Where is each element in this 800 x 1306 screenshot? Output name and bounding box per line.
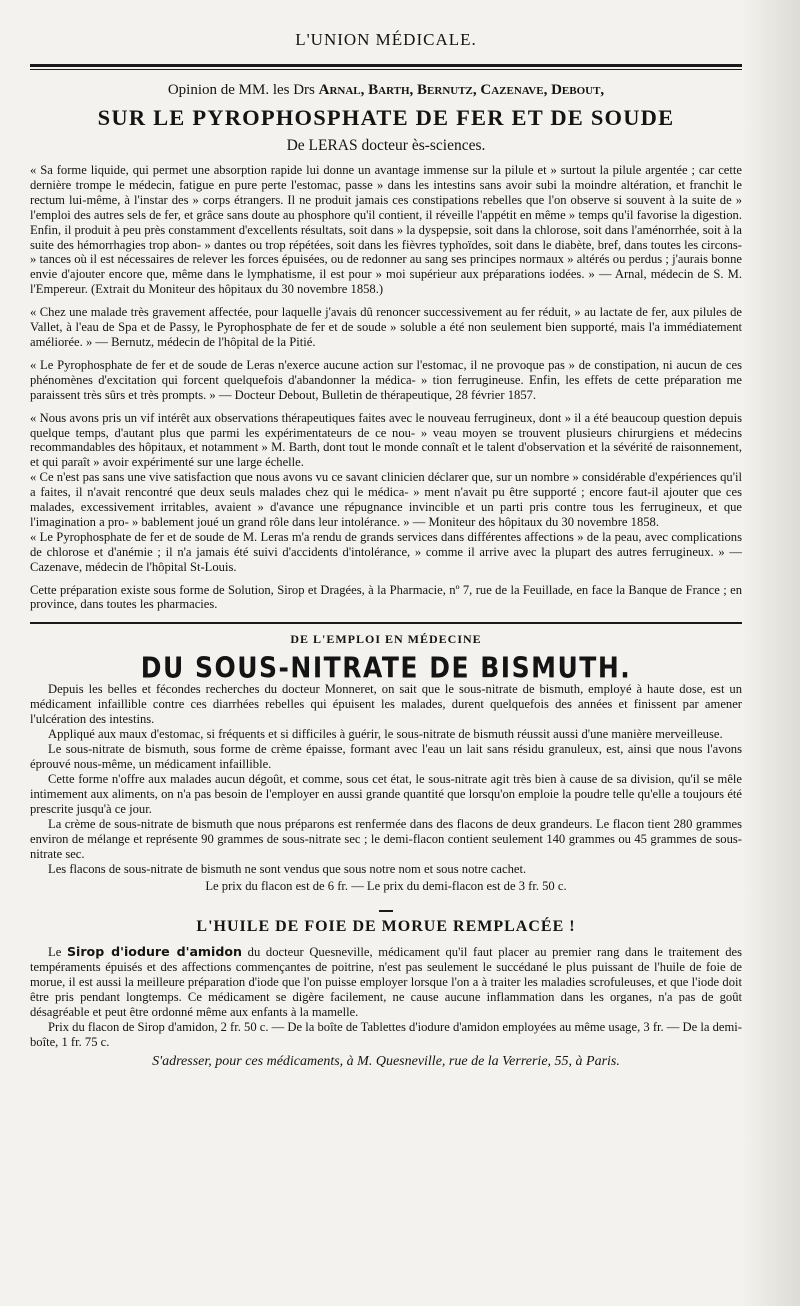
bismuth-paragraph: Les flacons de sous-nitrate de bismuth ne sont vendus que sous notre nom et sous notre cachet.: [48, 862, 527, 877]
quote-arnal: « Sa forme liquide, qui permet une absorption rapide lui donne un avantage immense sur la pilule et » surtout la pilule argentée ; car cette dernière trompe le médecin, fatigue en pure perte l'estomac, passe » dans les intestins sans avoir subi la moindre altération, et franchit le rectum lui-même, à l'instar des » corps étrangers. Il ne produit jamais ces constipations rebelles que l'on observe si souvent à la suite de » l'emploi des autres sels de fer, et grâce sans doute au phosphore qu'il contient, il réveille l'appétit en même » temps qu'il favorise la digestion. Enfin, il produit à peu près constamment d'excellents résultats, soit dans » la dyspepsie, soit dans la chlorose, soit dans l'aménorrhée, soit à la suite des hémorrhagies trop abon- » dantes ou trop répétées, soit dans les fièvres typhoïdes, soit dans le diabète, bref, dans toutes les circons- » tances où il est nécessaires de relever les forces épuisées, ou de redonner au sang ses principes normaux » altérés ou perdus ; j'aurais bonne envie d'ajouter encore que, même dans le lymphatisme, il est pour » moi supérieur aux préparations iodées. » — Arnal, médecin de S. M. l'Empereur. (Extrait du Moniteur des hôpitaux du 30 novembre 1858.): [30, 163, 742, 297]
bismuth-paragraph: Cette forme n'offre aux malades aucun dégoût, et comme, sous cet état, le sous-nitrate agit très bien à cause de sa division, qu'il se mêle intimement aux aliments, on n'a pas besoin de l'employer en aussi grande quantité que lorsqu'on emploie la poudre telle qu'elle a toujours été prescrite jusqu'à ce jour.: [30, 772, 742, 817]
product-name: Sirop d'iodure d'amidon: [66, 944, 243, 960]
cod-liver-oil-article: [30, 918, 742, 1070]
quote-moniteur: « Ce n'est pas sans une vive satisfaction que nous avons vu ce savant clinicien déclarer que, sur un nombre » considérable d'expériences qu'il a faites, il n'avait rencontré que deux seuls malades chez qui le médica- » ment n'avait pu être supporté ; encore faut-il ajouter que ces malades, excessivement irritables, avaient » d'avance une répugnance invincible et un parti pris contre tous les ferrugineux, et que l'imagination a pro- » bablement joué un grand rôle dans leur intolérance. » — Moniteur des hôpitaux du 30 novembre 1858.: [30, 470, 742, 529]
article-subtitle: De LERAS docteur ès-sciences.: [286, 137, 486, 154]
quote-debout: « Le Pyrophosphate de fer et de soude de Leras n'exerce aucune action sur l'estomac, il ne provoque pas » de constipation, ni aucun de ces phénomènes d'excitation qui forcent quelquefois d'abandonner la médica- » tion ferrugineuse. Enfin, les effets de cette préparation me paraissent très sûrs et très prompts. » — Docteur Debout, Bulletin de thérapeutique, 28 février 1857.: [30, 357, 742, 402]
newspaper-page: [30, 0, 742, 1070]
availability-note: Cette préparation existe sous forme de Solution, Sirop et Dragées, à la Pharmacie, nº 7, rue de la Feuillade, en face la Banque de France ; en province, dans toutes les pharmacies.: [30, 582, 742, 612]
quote-bernutz: « Chez une malade très gravement affectée, pour laquelle j'avais dû renoncer successivement au fer réduit, » au lactate de fer, aux pilules de Vallet, à l'eau de Spa et de Passy, le Pyrophosphate de fer et de soude » soluble a été non seulement bien supporté, mais l'a immédiatement améliorée. » — Bernutz, médecin de l'hôpital de la Pitié.: [30, 305, 742, 349]
page-edge-shadow: [742, 0, 800, 1306]
supplier-address: S'adresser, pour ces médicaments, à M. Quesneville, rue de la Verrerie, 55, à Paris.: [152, 1054, 620, 1070]
opinion-prefix: Opinion de MM. les Drs: [167, 82, 315, 98]
quote-barth: « Nous avons pris un vif intérêt aux observations thérapeutiques faites avec le nouveau ferrugineux, dont » il a été beaucoup question depuis quelque temps, d'autant plus que parmi les expérimentateurs de ce nou- » veau moyen se trouvent plusieurs chirurgiens et médecins recommandables des hôpitaux, et notamment » M. Barth, dont tout le monde connaît et le talent d'observation et la sévérité de raisonnement, et qui paraît » avoir expérimenté sur une large échelle.: [30, 410, 742, 470]
quote-cazenave: « Le Pyrophosphate de fer et de soude de M. Leras m'a rendu de grands services dans différentes affections » de la peau, avec complications de chlorose et d'anémie ; il n'a jamais été suivi d'accidents d'intolérance, » comme il arrive avec la plupart des autres ferrugineux. » — Cazenave, médecin de l'hôpital St-Louis.: [30, 529, 742, 574]
opinion-line: [30, 82, 742, 99]
cod-liver-title: L'HUILE DE FOIE DE MORUE REMPLACÉE !: [196, 918, 576, 936]
bismuth-paragraph: La crème de sous-nitrate de bismuth que nous préparons est renfermée dans des flacons de deux grandeurs. Le flacon tient 280 grammes environ de mélange et représente 90 grammes de sous-nitrate sec ; le demi-flacon contient seulement 140 grammes ou 45 grammes de sous-nitrate sec.: [30, 817, 742, 862]
bismuth-title: DU SOUS-NITRATE DE BISMUTH.: [140, 651, 632, 685]
short-divider: [379, 910, 393, 912]
intro-prefix: Le: [48, 945, 62, 960]
running-title: L'UNION MÉDICALE.: [295, 30, 477, 49]
header-rule: [30, 64, 742, 70]
bismuth-paragraph: Depuis les belles et fécondes recherches du docteur Monneret, on sait que le sous-nitrate de bismuth, employé à haute dose, est un médicament infaillible contre ces diarrhées rebelles qui épuisent les malades, durent quelquefois des années et finissent par amener l'ulcération des intestins.: [30, 682, 742, 727]
section-label: DE L'EMPLOI EN MÉDECINE: [290, 632, 482, 647]
bismuth-paragraph: Le sous-nitrate de bismuth, sous forme de crème épaisse, formant avec l'eau un lait sans résidu granuleux, est, ainsi que nous l'avons éprouvé nous-même, un médicament infaillible.: [30, 742, 742, 772]
article-title: SUR LE PYROPHOSPHATE DE FER ET DE SOUDE: [97, 105, 675, 130]
pyrophosphate-article: [30, 82, 742, 612]
iodure-paragraph: [30, 944, 742, 1020]
section-rule: [30, 622, 742, 624]
intro-text: du docteur Quesneville, médicament qu'il faut placer au premier rang dans le traitement des tempéraments épuisés et des affections commençantes de poitrine, n'est pas seulement le succédané le plus puissant de l'huile de foie de morue, il est aussi la meilleure préparation d'iode que l'on puisse employer lorsque l'on a à traiter les maladies scrofuleuses, et que l'iode doit être pris pendant longtemps. Ce médicament se digère facilement, ne cause aucune inflammation dans les organes, n'a pas de goût désagréable et peut être ordonné même aux enfants à la mamelle.: [30, 945, 742, 1020]
bismuth-price: Le prix du flacon est de 6 fr. — Le prix du demi-flacon est de 3 fr. 50 c.: [205, 879, 567, 894]
bismuth-article: [30, 632, 742, 894]
bismuth-paragraph: Appliqué aux maux d'estomac, si fréquents et si difficiles à guérir, le sous-nitrate de bismuth réussit aussi d'une manière merveilleuse.: [48, 727, 723, 742]
iodure-prices: Prix du flacon de Sirop d'amidon, 2 fr. 50 c. — De la boîte de Tablettes d'iodure d'amidon employées au même usage, 3 fr. — De la demi-boîte, 1 fr. 75 c.: [30, 1020, 742, 1050]
opinion-names: Arnal, Barth, Bernutz, Cazenave, Debout,: [318, 82, 605, 98]
